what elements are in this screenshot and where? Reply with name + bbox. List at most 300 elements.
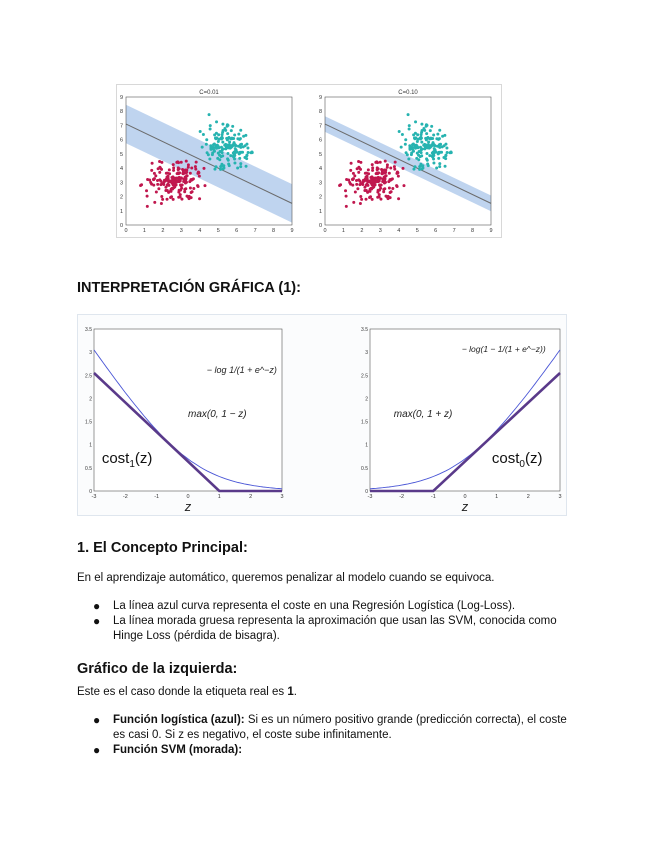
x-tick-label: 0 [186, 494, 190, 500]
y-tick-label: 0 [119, 223, 123, 229]
data-point-negative [349, 169, 352, 172]
y-tick-label: 0.5 [85, 465, 92, 472]
data-point-negative [160, 202, 163, 205]
data-point-negative [352, 177, 355, 180]
y-tick-label: 0.5 [361, 465, 368, 472]
data-point-negative [370, 187, 373, 190]
data-point-positive [407, 113, 410, 116]
x-tick-label: 7 [253, 228, 257, 234]
data-point-negative [383, 179, 386, 182]
data-point-negative [391, 177, 394, 180]
data-point-positive [231, 125, 234, 128]
data-point-positive [217, 145, 220, 148]
data-point-positive [438, 137, 441, 140]
data-point-negative [185, 160, 188, 163]
data-point-positive [419, 136, 422, 139]
x-tick-label: 8 [471, 228, 475, 234]
data-point-negative [359, 202, 362, 205]
data-point-positive [228, 137, 231, 140]
data-point-negative [372, 186, 375, 189]
data-point-negative [371, 169, 374, 172]
data-point-positive [404, 143, 407, 146]
formula-hinge: max(0, 1 + z) [393, 408, 453, 420]
data-point-positive [412, 150, 415, 153]
data-point-positive [240, 151, 243, 154]
x-tick-label: 4 [198, 228, 202, 234]
data-point-positive [412, 142, 415, 145]
cost-label: cost$_0$(z) [491, 450, 543, 471]
data-point-negative [388, 172, 391, 175]
svm-scatter-figure [116, 84, 502, 238]
data-point-negative [178, 171, 181, 174]
data-point-positive [228, 140, 231, 143]
data-point-positive [215, 165, 218, 168]
data-point-positive [209, 124, 212, 127]
data-point-negative [389, 167, 392, 170]
data-point-negative [172, 198, 175, 201]
x-tick-label: 3 [378, 228, 382, 234]
x-tick-label: 1 [142, 228, 146, 234]
data-point-positive [435, 166, 438, 169]
svm-scatter-svg [117, 85, 501, 237]
data-point-positive [242, 145, 245, 148]
data-point-negative [165, 177, 168, 180]
data-point-positive [430, 145, 433, 148]
data-point-positive [213, 150, 216, 153]
y-tick-label: 4 [119, 166, 123, 173]
bullet-icon: ● [93, 743, 101, 757]
data-point-negative [377, 171, 380, 174]
data-point-negative [154, 174, 157, 177]
data-point-negative [365, 172, 368, 175]
data-point-positive [247, 151, 250, 154]
data-point-positive [415, 157, 418, 160]
data-point-positive [407, 158, 410, 161]
data-point-positive [414, 136, 417, 139]
data-point-negative [359, 161, 362, 164]
x-tick-label: 5 [415, 228, 419, 234]
data-point-negative [173, 186, 176, 189]
data-point-positive [401, 133, 404, 136]
x-tick-label: 1 [341, 228, 345, 234]
data-point-positive [226, 157, 229, 160]
list-item: ● Función SVM (morada): [93, 743, 243, 757]
data-point-negative [150, 183, 153, 186]
data-point-negative [377, 167, 380, 170]
data-point-positive [423, 129, 426, 132]
data-point-positive [207, 153, 210, 156]
data-point-negative [198, 175, 201, 178]
data-point-negative [365, 183, 368, 186]
data-point-negative [192, 187, 195, 190]
panel-title: C=0.10 [398, 90, 418, 96]
data-point-negative [146, 205, 149, 208]
data-point-negative [371, 163, 374, 166]
data-point-negative [164, 186, 167, 189]
data-point-negative [394, 161, 397, 164]
data-point-positive [199, 130, 202, 133]
data-point-negative [186, 174, 189, 177]
data-point-positive [239, 129, 242, 132]
data-point-negative [384, 169, 387, 172]
data-point-positive [404, 138, 407, 141]
data-point-positive [219, 168, 222, 171]
x-tick-label: 3 [280, 494, 284, 500]
data-point-positive [427, 137, 430, 140]
data-point-negative [185, 169, 188, 172]
data-point-positive [208, 158, 211, 161]
x-tick-label: 0 [463, 494, 467, 500]
data-point-negative [181, 168, 184, 171]
data-point-positive [423, 143, 426, 146]
data-point-positive [423, 147, 426, 150]
data-point-negative [166, 198, 169, 201]
data-point-positive [221, 133, 224, 136]
data-point-positive [237, 133, 240, 136]
data-point-positive [418, 150, 421, 153]
data-point-negative [157, 187, 160, 190]
data-point-negative [168, 168, 171, 171]
data-point-negative [385, 195, 388, 198]
y-tick-label: 5 [119, 151, 123, 158]
data-point-positive [238, 157, 241, 160]
data-point-negative [153, 177, 156, 180]
data-point-negative [365, 198, 368, 201]
list-item: ● La línea azul curva representa el coste en una Regresión Logística (Log-Loss). [93, 599, 516, 613]
data-point-positive [230, 129, 233, 132]
data-point-positive [224, 143, 227, 146]
data-point-positive [429, 137, 432, 140]
data-point-negative [380, 172, 383, 175]
x-axis-label: z [184, 499, 192, 514]
data-point-positive [413, 146, 416, 149]
data-point-positive [425, 132, 428, 135]
data-point-negative [159, 180, 162, 183]
data-point-negative [365, 189, 368, 192]
data-point-positive [408, 124, 411, 127]
data-point-positive [400, 146, 403, 149]
data-point-positive [219, 150, 222, 153]
y-tick-label: 3.5 [85, 327, 92, 333]
data-point-negative [155, 191, 158, 194]
data-point-positive [438, 129, 441, 132]
data-point-negative [196, 184, 199, 187]
data-point-negative [166, 189, 169, 192]
data-point-positive [208, 113, 211, 116]
data-point-negative [170, 195, 173, 198]
data-point-negative [355, 179, 358, 182]
y-tick-label: 3 [89, 350, 92, 357]
data-point-positive [421, 147, 424, 150]
data-point-negative [378, 193, 381, 196]
data-point-positive [417, 154, 420, 157]
y-tick-label: 3 [119, 180, 123, 187]
data-point-positive [418, 168, 421, 171]
data-point-positive [421, 129, 424, 132]
x-tick-label: -3 [367, 494, 373, 500]
data-point-negative [178, 167, 181, 170]
data-point-positive [245, 143, 248, 146]
data-point-positive [215, 132, 218, 135]
data-point-positive [240, 143, 243, 146]
data-point-positive [444, 165, 447, 168]
data-point-positive [211, 153, 214, 156]
data-point-negative [153, 201, 156, 204]
data-point-negative [160, 195, 163, 198]
x-tick-label: 5 [216, 228, 220, 234]
data-point-negative [359, 168, 362, 171]
list-item: ● La línea morada gruesa representa la aproximación que usan las SVM, conocida como Hinge Loss (pérdida de bisagra). [93, 614, 557, 642]
data-point-positive [431, 143, 434, 146]
data-point-positive [441, 145, 444, 148]
data-point-positive [439, 143, 442, 146]
data-point-negative [184, 179, 187, 182]
data-point-negative [157, 167, 160, 170]
data-point-negative [378, 183, 381, 186]
y-tick-label: 2.5 [85, 373, 92, 380]
data-point-positive [226, 124, 229, 127]
y-tick-label: 1 [89, 442, 92, 449]
data-point-positive [232, 155, 235, 158]
bullet-icon: ● [93, 599, 101, 613]
concept-bullet-list [77, 599, 577, 644]
data-point-positive [210, 146, 213, 149]
data-point-negative [166, 172, 169, 175]
formula-logistic: − log(1 − 1/(1 + e^−z)) [461, 344, 546, 355]
data-point-negative [379, 176, 382, 179]
y-tick-label: 6 [318, 137, 322, 144]
data-point-negative [352, 172, 355, 175]
x-tick-label: 6 [434, 228, 438, 234]
x-tick-label: 7 [452, 228, 456, 234]
data-point-negative [369, 195, 372, 198]
data-point-positive [234, 150, 237, 153]
data-point-positive [444, 154, 447, 157]
data-point-positive [438, 162, 441, 165]
y-tick-label: 1.5 [85, 419, 92, 426]
data-point-negative [173, 180, 176, 183]
y-tick-label: 6 [119, 137, 123, 144]
x-tick-label: 0 [323, 228, 327, 234]
data-point-positive [433, 150, 436, 153]
y-tick-label: 1.5 [361, 419, 368, 426]
data-point-positive [205, 138, 208, 141]
data-point-positive [445, 146, 448, 149]
y-tick-label: 3 [365, 350, 368, 357]
data-point-negative [184, 187, 187, 190]
data-point-positive [228, 164, 231, 167]
data-point-negative [150, 169, 153, 172]
data-point-negative [156, 179, 159, 182]
data-point-negative [371, 166, 374, 169]
concept-heading: 1. El Concepto Principal: [77, 540, 248, 556]
data-point-negative [372, 180, 375, 183]
data-point-negative [169, 189, 172, 192]
data-point-positive [245, 157, 248, 160]
data-point-negative [347, 179, 350, 182]
data-point-negative [397, 197, 400, 200]
data-point-positive [239, 137, 242, 140]
data-point-negative [360, 198, 363, 201]
data-point-positive [224, 147, 227, 150]
data-point-negative [364, 177, 367, 180]
data-point-negative [353, 174, 356, 177]
data-point-negative [397, 175, 400, 178]
data-point-positive [205, 143, 208, 146]
data-point-positive [232, 143, 235, 146]
data-point-positive [216, 157, 219, 160]
data-point-negative [356, 167, 359, 170]
data-point-negative [396, 171, 399, 174]
data-point-negative [384, 160, 387, 163]
data-point-positive [230, 137, 233, 140]
data-point-negative [166, 183, 169, 186]
data-point-positive [201, 146, 204, 149]
data-point-negative [371, 198, 374, 201]
data-point-positive [202, 133, 205, 136]
data-point-positive [209, 127, 212, 130]
y-tick-label: 0 [318, 223, 322, 229]
data-point-negative [186, 195, 189, 198]
x-tick-label: -2 [399, 494, 405, 500]
data-point-positive [414, 132, 417, 135]
data-point-positive [414, 165, 417, 168]
data-point-positive [234, 147, 237, 150]
data-point-positive [245, 154, 248, 157]
left-graph-intro: Este es el caso donde la etiqueta real es 1. [77, 686, 297, 698]
data-point-positive [406, 153, 409, 156]
data-point-negative [339, 183, 342, 186]
cost-label: cost$_1$(z) [101, 450, 153, 471]
y-tick-label: 3 [318, 180, 322, 187]
data-point-positive [450, 151, 453, 154]
data-point-negative [179, 193, 182, 196]
y-tick-label: 9 [318, 95, 322, 101]
data-point-positive [221, 141, 224, 144]
data-point-negative [352, 201, 355, 204]
y-tick-label: 5 [318, 151, 322, 158]
data-point-positive [218, 154, 221, 157]
data-point-negative [374, 161, 377, 164]
data-point-negative [356, 187, 359, 190]
x-tick-label: 2 [161, 228, 165, 234]
left-graph-heading: Gráfico de la izquierda: [77, 661, 238, 677]
data-point-negative [375, 180, 378, 183]
data-point-positive [420, 133, 423, 136]
x-tick-label: 9 [290, 228, 294, 234]
data-point-negative [363, 186, 366, 189]
data-point-negative [345, 205, 348, 208]
data-point-negative [203, 184, 206, 187]
data-point-positive [416, 140, 419, 143]
y-tick-label: 7 [318, 123, 322, 130]
data-point-positive [443, 134, 446, 137]
data-point-negative [151, 162, 154, 165]
data-point-negative [373, 177, 376, 180]
formula-logistic: − log 1/(1 + e^−z) [206, 364, 277, 375]
data-point-positive [251, 151, 254, 154]
data-point-negative [393, 168, 396, 171]
x-tick-label: 3 [558, 494, 562, 500]
y-tick-label: 2 [89, 396, 92, 403]
bullet-icon: ● [93, 614, 101, 628]
x-tick-label: 8 [272, 228, 276, 234]
data-point-positive [438, 165, 441, 168]
data-point-negative [156, 183, 159, 186]
data-point-negative [358, 180, 361, 183]
data-point-positive [215, 136, 218, 139]
data-point-positive [426, 144, 429, 147]
x-axis-label: z [461, 499, 469, 514]
data-point-positive [233, 133, 236, 136]
data-point-positive [246, 146, 249, 149]
data-point-positive [239, 162, 242, 165]
data-point-positive [430, 125, 433, 128]
x-tick-label: -2 [122, 494, 128, 500]
cost-functions-figure [77, 314, 567, 516]
y-tick-label: 2 [119, 194, 123, 201]
data-point-negative [160, 168, 163, 171]
data-point-positive [224, 129, 227, 132]
data-point-positive [217, 140, 220, 143]
data-point-positive [427, 140, 430, 143]
y-tick-label: 4 [318, 166, 322, 173]
data-point-negative [379, 161, 382, 164]
data-point-negative [361, 181, 364, 184]
list-item: ● Función logística (azul): Si es un número positivo grande (predicción correcta), el coste es casi 0. Si z es negativo, el coste sube infinitamente. [93, 713, 567, 741]
data-point-positive [222, 167, 225, 170]
data-point-positive [438, 146, 441, 149]
data-point-positive [245, 165, 248, 168]
data-point-positive [409, 146, 412, 149]
data-point-positive [433, 147, 436, 150]
data-point-negative [395, 184, 398, 187]
y-tick-label: 8 [119, 109, 123, 116]
data-point-negative [349, 183, 352, 186]
y-tick-label: 2.5 [361, 373, 368, 380]
data-point-positive [239, 165, 242, 168]
data-point-negative [194, 168, 197, 171]
y-tick-label: 9 [119, 95, 123, 101]
data-point-positive [439, 151, 442, 154]
x-tick-label: 2 [249, 494, 253, 500]
data-point-negative [159, 183, 162, 186]
data-point-negative [368, 189, 371, 192]
data-point-negative [179, 189, 182, 192]
data-point-positive [427, 164, 430, 167]
data-point-negative [146, 195, 149, 198]
data-point-positive [244, 134, 247, 137]
data-point-positive [226, 132, 229, 135]
data-point-positive [432, 162, 435, 165]
formula-hinge: max(0, 1 − z) [188, 408, 247, 420]
data-point-positive [229, 154, 232, 157]
x-tick-label: 9 [489, 228, 493, 234]
data-point-positive [437, 157, 440, 160]
data-point-positive [215, 120, 218, 123]
data-point-negative [198, 197, 201, 200]
data-point-negative [355, 183, 358, 186]
data-point-positive [429, 129, 432, 132]
data-point-positive [214, 146, 217, 149]
data-point-negative [195, 161, 198, 164]
data-point-positive [222, 129, 225, 132]
data-point-negative [172, 166, 175, 169]
concept-intro: En el aprendizaje automático, queremos penalizar al modelo cuando se equivoca. [77, 572, 495, 584]
data-point-positive [425, 157, 428, 160]
y-tick-label: 1 [318, 208, 322, 215]
data-point-negative [172, 169, 175, 172]
